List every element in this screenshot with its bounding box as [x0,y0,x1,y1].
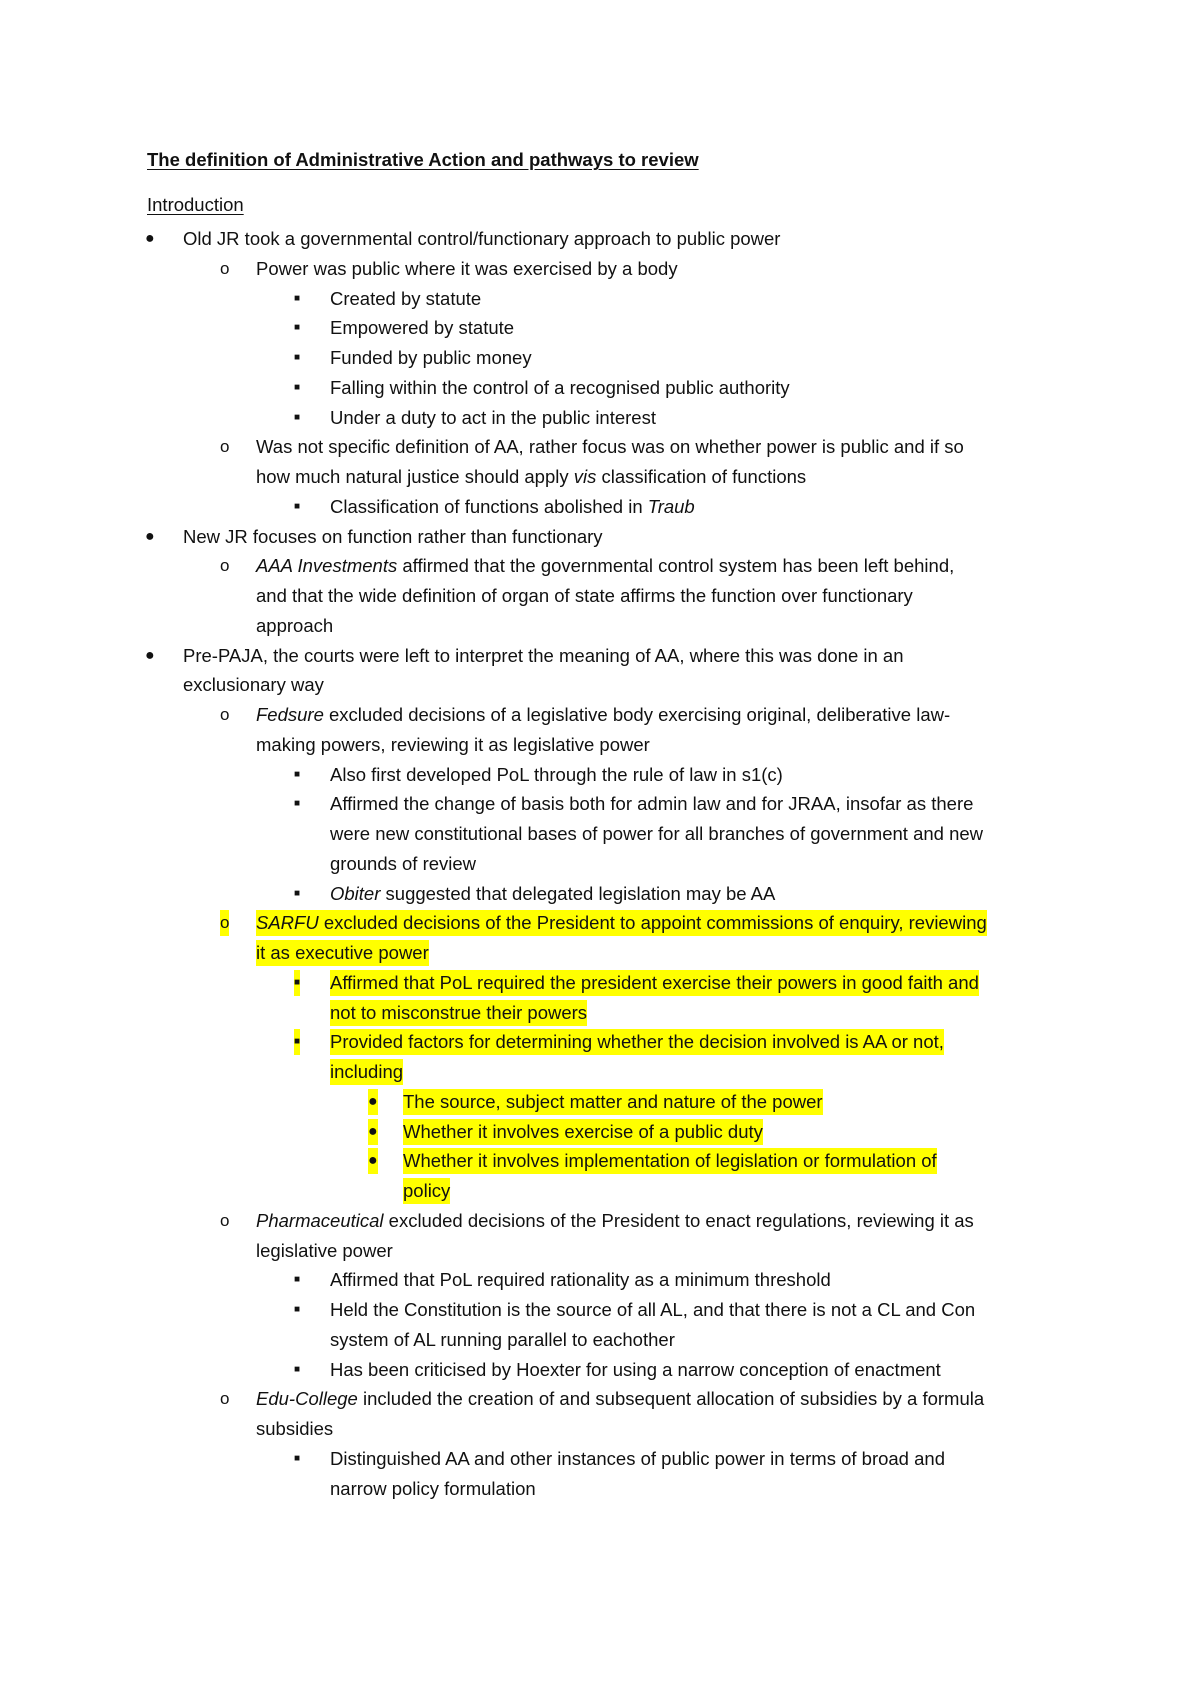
case-name: Traub [647,495,695,517]
list-item [256,256,678,282]
text-run: and that the wide definition of organ of state affirms the function over functionary [256,585,913,606]
text-run: subsidies [256,1418,334,1439]
text-run: included the creation of and subsequent allocation of subsidies by a formula [357,1388,985,1410]
text-run: legislative power [256,1239,393,1261]
list-item [403,1089,823,1115]
text-run: approach [256,614,334,636]
text-run: Provided factors for determining whether the decision involved is AA or not, [330,1031,944,1053]
text-run: Affirmed the change of basis both for admin law and for JRAA, insofar as there [330,793,974,815]
square-bullet-icon: ■ [294,887,301,899]
text-run: Also first developed PoL through the rule of law in s1(c) [330,763,783,785]
dot-bullet-icon: ● [368,1148,378,1174]
case-name: Obiter [330,882,381,904]
text-run: Classification of functions abolished in [330,495,648,517]
list-item [256,1208,974,1234]
list-item [330,1297,975,1323]
text-run: excluded decisions of the President to enact regulations, reviewing it as [383,1209,974,1231]
text-run: Affirmed that PoL required rationality as a minimum threshold [330,1269,831,1291]
square-bullet-icon: ■ [294,768,301,780]
text-run: The source, subject matter and nature of the power [403,1090,823,1112]
list-item [330,970,979,996]
text-run: were new constitutional bases of power for all branches of government and new [330,823,984,844]
circle-bullet-icon: o [220,1210,230,1230]
text-run: not to misconstrue their powers [330,1001,588,1023]
text-run: Created by statute [330,287,482,309]
text-run: excluded decisions of a legislative body exercising original, deliberative law- [323,704,951,725]
circle-bullet-icon: o [220,556,230,576]
list-item-continuation [256,940,429,966]
list-item [256,553,954,579]
text-run: Whether it involves implementation of legislation or formulation of [403,1150,937,1172]
square-bullet-icon: ■ [294,1304,301,1315]
text-run: Old JR took a governmental control/functionary approach to public power [183,228,781,249]
section-heading: Introduction [147,194,244,215]
list-item-continuation [256,613,333,639]
square-bullet-icon: ■ [294,1029,300,1055]
list-item [330,315,514,341]
case-name: AAA Investments [256,555,398,577]
list-item [330,375,790,401]
text-run: Empowered by statute [330,317,515,339]
text-run: New JR focuses on function rather than functionary [183,525,603,547]
text-run: Held the Constitution is the source of all AL, and that there is not a CL and Con [330,1299,976,1320]
list-item [403,1148,937,1174]
list-item-continuation [183,672,324,698]
list-item-continuation [403,1178,450,1204]
text-run: grounds of review [330,852,477,874]
text-run: making powers, reviewing it as legislative power [256,733,650,755]
text-run: Was not specific definition of AA, rather focus was on whether power is public and if so [256,436,964,458]
text-run: Has been criticised by Hoexter for using a narrow conception of enactment [330,1358,941,1380]
list-item-continuation [256,1238,393,1264]
text-run: Whether it involves exercise of a public duty [403,1120,763,1142]
square-bullet-icon: ■ [294,1274,301,1286]
text-run: Affirmed that PoL required the president exercise their powers in good faith and [330,971,979,993]
circle-bullet-icon: o [220,910,229,936]
text-run: Power was public where it was exercised by a body [256,257,678,279]
list-item-continuation [330,821,983,847]
list-item [330,286,481,312]
text-run: including [330,1061,404,1082]
dot-bullet-icon: ● [368,1089,378,1115]
text-run: Funded by public money [330,347,532,368]
text-run: policy [403,1180,451,1201]
text-run: Under a duty to act in the public interest [330,406,656,428]
case-name: Pharmaceutical [256,1209,384,1231]
dot-bullet-icon: ● [145,527,155,545]
list-item [330,405,656,431]
list-item [330,345,532,371]
list-item [183,226,780,252]
list-item [256,1386,984,1412]
list-item [256,434,964,460]
list-item [330,494,695,520]
square-bullet-icon: ■ [294,292,301,304]
text-run: system of AL running parallel to eachother [330,1328,675,1350]
case-name: SARFU [256,912,319,934]
text-run: narrow policy formulation [330,1477,536,1499]
text-run: classification of functions [596,466,807,487]
text-run: affirmed that the governmental control system has been left behind, [397,555,955,577]
text-run: Falling within the control of a recognised public authority [330,376,790,398]
list-item-continuation [330,1000,587,1026]
dot-bullet-icon: ● [145,230,155,247]
list-item [330,881,775,907]
circle-bullet-icon: o [220,258,230,278]
list-item-continuation [256,732,650,758]
case-name: vis [573,466,597,487]
square-bullet-icon: ■ [294,322,301,334]
list-item [330,1267,831,1293]
dot-bullet-icon: ● [368,1119,378,1145]
circle-bullet-icon: o [220,1389,230,1409]
case-name: Edu-College [256,1388,358,1410]
text-run: suggested that delegated legislation may be AA [380,882,776,904]
list-item-continuation [256,583,913,609]
square-bullet-icon: ■ [294,381,301,393]
list-item-continuation [330,1476,536,1502]
list-item [403,1119,763,1145]
list-item [330,1029,944,1055]
list-item [256,702,950,728]
list-item-continuation [330,1059,403,1085]
text-run: Distinguished AA and other instances of public power in terms of broad and [330,1447,945,1469]
square-bullet-icon: ■ [294,798,301,810]
list-item [330,1357,941,1383]
list-item [330,762,783,788]
circle-bullet-icon: o [220,437,230,457]
text-run: exclusionary way [183,674,324,696]
list-item-continuation [256,1416,333,1442]
document-title: The definition of Administrative Action and pathways to review [147,149,699,170]
text-run: it as executive power [256,942,429,963]
square-bullet-icon: ■ [294,970,300,996]
circle-bullet-icon: o [220,705,230,724]
text-run: Pre-PAJA, the courts were left to interpret the meaning of AA, where this was done in an [183,644,904,666]
list-item [256,910,987,936]
text-run: excluded decisions of the President to appoint commissions of enquiry, reviewing [318,912,987,934]
list-item [183,524,603,550]
case-name: Fedsure [256,704,324,725]
square-bullet-icon: ■ [294,500,301,512]
list-item [330,791,973,817]
dot-bullet-icon: ● [145,646,155,664]
list-item-continuation [256,464,806,490]
list-item [330,1446,945,1472]
list-item-continuation [330,1327,675,1353]
list-item-continuation [330,851,476,877]
square-bullet-icon: ■ [294,1452,301,1464]
square-bullet-icon: ■ [294,352,301,363]
square-bullet-icon: ■ [294,1363,301,1375]
list-item [183,643,904,669]
square-bullet-icon: ■ [294,411,301,423]
text-run: how much natural justice should apply [256,466,574,487]
